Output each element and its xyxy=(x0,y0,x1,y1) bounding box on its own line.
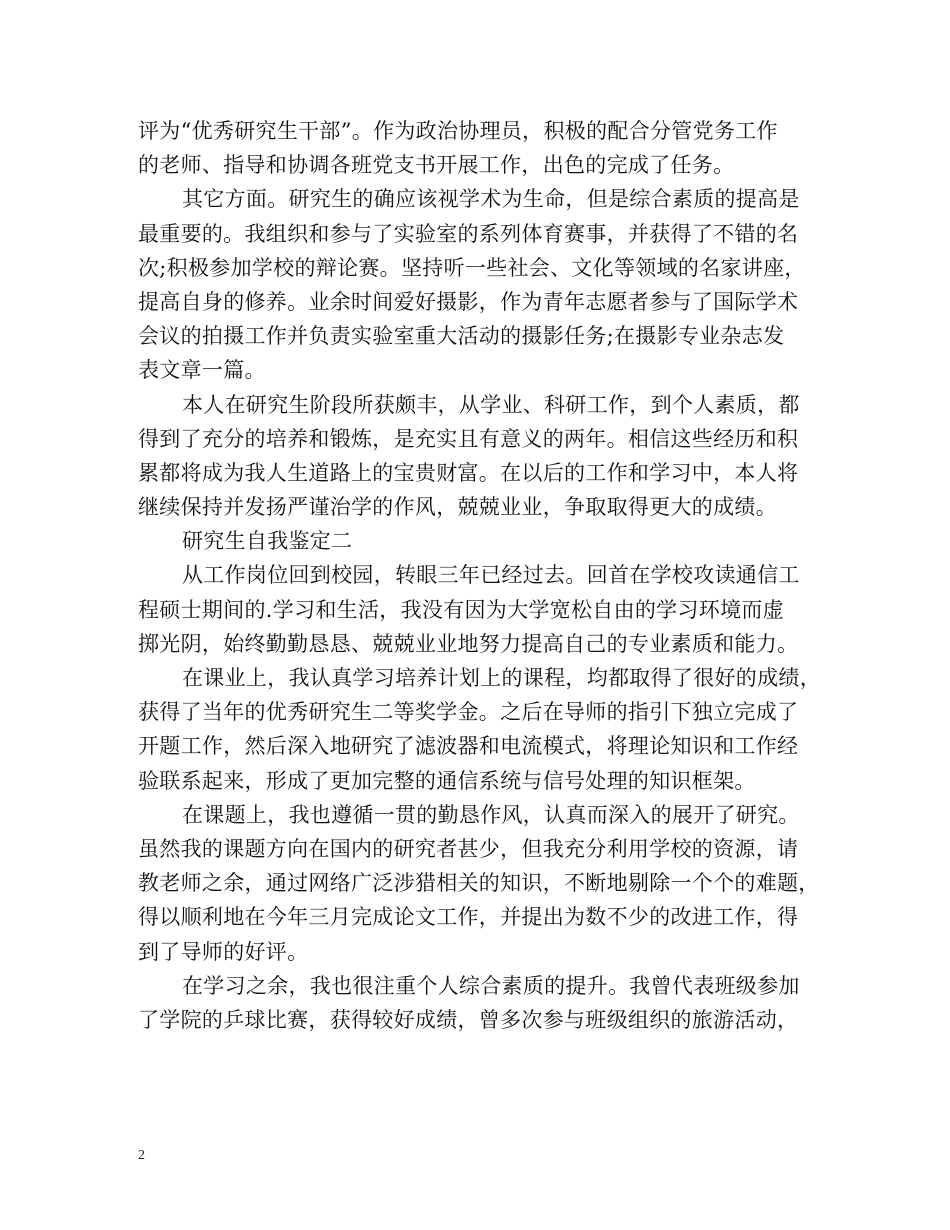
text-line: 提高自身的修养。业余时间爱好摄影，作为青年志愿者参与了国际学术 xyxy=(138,289,799,314)
paragraph-start-line: 其它方面。研究生的确应该视学术为生命，但是综合素质的提高是 xyxy=(182,187,800,212)
text-line: 验联系起来，形成了更加完整的通信系统与信号处理的知识框架。 xyxy=(138,768,756,793)
text-line: 开题工作，然后深入地研究了滤波器和电流模式，将理论知识和工作经 xyxy=(138,734,799,759)
paragraph-start-line: 在课业上，我认真学习培养计划上的课程，均都取得了很好的成绩， xyxy=(182,666,821,690)
text-line: 最重要的。我组织和参与了实验室的系列体育赛事，并获得了不错的名 xyxy=(138,221,799,246)
paragraph-start-line: 本人在研究生阶段所获颇丰，从学业、科研工作，到个人素质，都 xyxy=(182,392,800,417)
text-line: 次;积极参加学校的辩论赛。坚持听一些社会、文化等领域的名家讲座， xyxy=(138,255,806,280)
text-line: 继续保持并发扬严谨治学的作风，兢兢业业，争取取得更大的成绩。 xyxy=(138,495,777,520)
text-line: 掷光阴，始终勤勤恳恳、兢兢业业地努力提高自己的专业素质和能力。 xyxy=(138,631,799,656)
text-line: 虽然我的课题方向在国内的研究者甚少，但我充分利用学校的资源，请 xyxy=(138,836,799,861)
document-body xyxy=(138,114,821,1037)
page-number: 2 xyxy=(138,1148,145,1163)
section-heading: 研究生自我鉴定二 xyxy=(182,529,353,554)
text-line: 得以顺利地在今年三月完成论文工作，并提出为数不少的改进工作，得 xyxy=(138,905,799,930)
text-line: 累都将成为我人生道路上的宝贵财富。在以后的工作和学习中，本人将 xyxy=(138,460,799,485)
text-line: 程硕士期间的.学习和生活，我没有因为大学宽松自由的学习环境而虚 xyxy=(138,597,784,622)
text-line: 表文章一篇。 xyxy=(138,358,266,383)
text-line: 了学院的乒球比赛，获得较好成绩，曾多次参与班级组织的旅游活动， xyxy=(138,1007,799,1032)
text-line: 教老师之余，通过网络广泛涉猎相关的知识，不断地剔除一个个的难题， xyxy=(138,871,820,896)
text-line: 得到了充分的培养和锻炼，是充实且有意义的两年。相信这些经历和积 xyxy=(138,426,799,451)
paragraph-start-line: 在学习之余，我也很注重个人综合素质的提升。我曾代表班级参加 xyxy=(182,973,800,998)
text-line: 会议的拍摄工作并负责实验室重大活动的摄影任务;在摄影专业杂志发 xyxy=(138,324,785,349)
paragraph-start-line: 在课题上，我也遵循一贯的勤恳作风，认真而深入的展开了研究。 xyxy=(182,802,800,827)
text-line: 获得了当年的优秀研究生二等奖学金。之后在导师的指引下独立完成了 xyxy=(138,700,799,725)
text-line: 评为“优秀研究生干部”。作为政治协理员，积极的配合分管党务工作 xyxy=(138,119,778,143)
paragraph-start-line: 从工作岗位回到校园，转眼三年已经过去。回首在学校攻读通信工 xyxy=(182,563,800,588)
text-line: 到了导师的好评。 xyxy=(138,939,309,964)
text-line: 的老师、指导和协调各班党支书开展工作，出色的完成了任务。 xyxy=(138,153,735,178)
